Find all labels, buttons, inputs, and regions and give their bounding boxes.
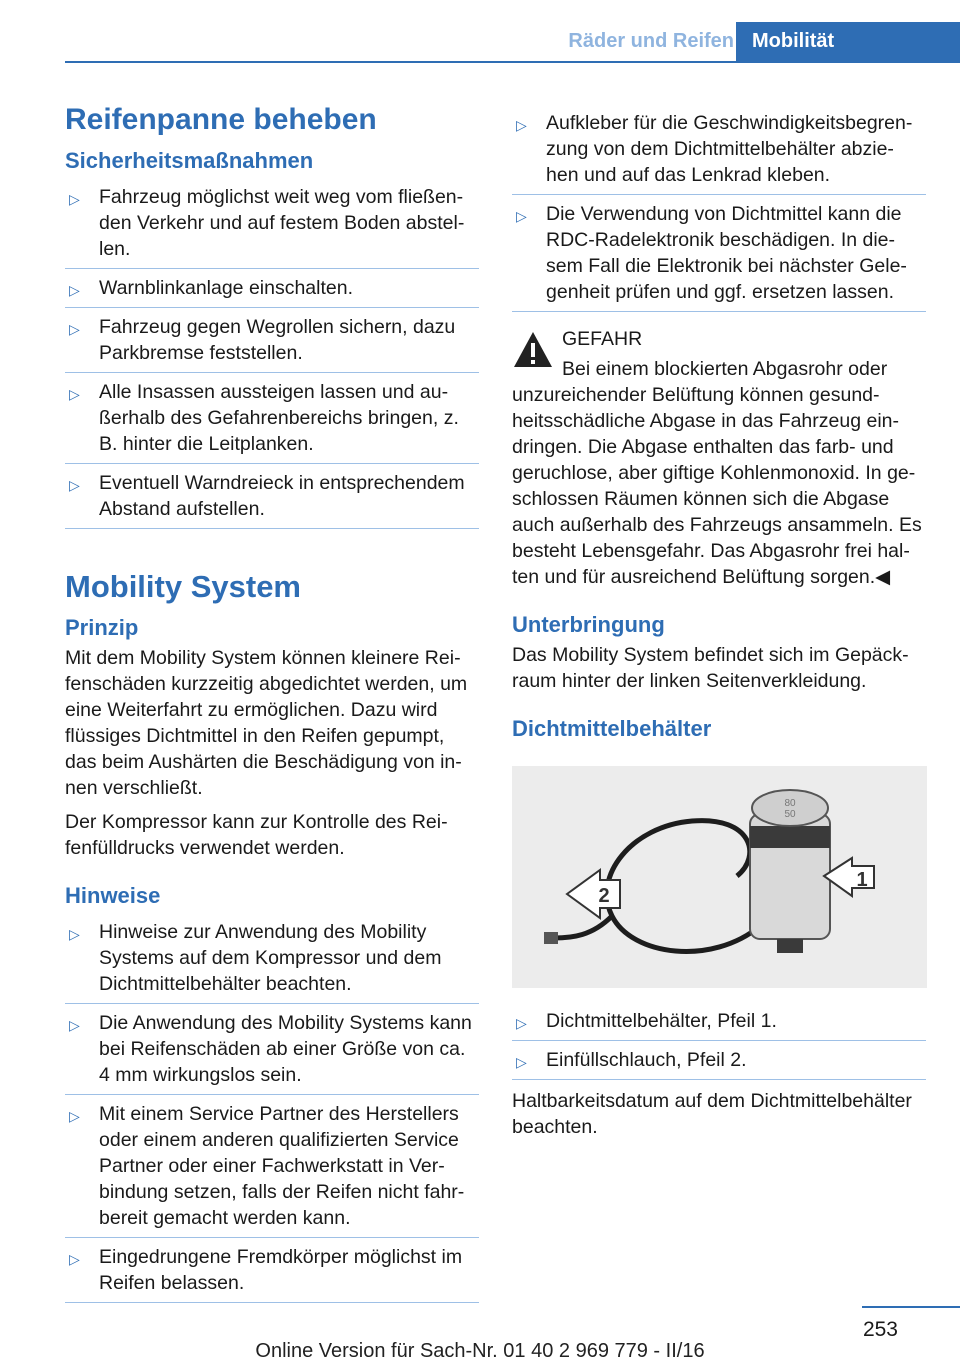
sealant-container-figure	[512, 766, 927, 988]
container-band	[750, 826, 830, 848]
notes-heading: Hinweise	[65, 883, 161, 908]
list-item: ▷ Dichtmittelbehälter, Pfeil 1.	[512, 1002, 926, 1041]
principle-heading: Prinzip	[65, 615, 139, 640]
arrow-1-label: 1	[856, 869, 868, 891]
arrow-1-icon	[824, 858, 874, 896]
triangle-bullet-icon: ▷	[69, 1017, 80, 1033]
section-tab[interactable]: Räder und Reifen	[568, 30, 734, 52]
cap-text-2: 50	[784, 809, 796, 820]
left-column	[65, 96, 479, 1303]
list-item: ▷ Alle Insassen aussteigen lassen und au-ßerhalb des Gefahrenbereichs bringen, z. B. hinter die Leitplanken.	[65, 373, 479, 464]
compressor-paragraph: Der Kompressor kann zur Kontrolle des Rei-fenfülldrucks verwendet werden.	[65, 811, 448, 859]
list-item: ▷ Fahrzeug möglichst weit weg vom fließen-den Verkehr und auf festem Boden abstel-len.	[65, 178, 479, 269]
warning-title: GEFAHR	[562, 328, 643, 350]
list-item: ▷ Einfüllschlauch, Pfeil 2.	[512, 1041, 926, 1080]
list-item: ▷ Die Verwendung von Dichtmittel kann die RDC-Radelektronik beschädigen. In die-sem Fall die Elektronik bei nächster Gele-genheit prüfen und ggf. ersetzen lassen.	[512, 195, 926, 312]
hose-connector	[544, 932, 558, 944]
warning-text-first: Bei einem blockierten Abgasrohr oder	[562, 358, 888, 380]
list-item: ▷ Eventuell Warndreieck in entsprechendem Abstand aufstellen.	[65, 464, 479, 529]
triangle-bullet-icon: ▷	[69, 1251, 80, 1267]
list-item: ▷ Hinweise zur Anwendung des Mobility Systems auf dem Kompressor und dem Dichtmittelbehälter beachten.	[65, 913, 479, 1004]
principle-paragraph: Mit dem Mobility System können kleinere Rei-fenschäden kurzzeitig abgedichtet werden, um eine Weiterfahrt zu ermöglichen. Dazu wird flüssiges Dichtmittel in den Reifen gepumpt, das beim Aushärten die Beschädigung von in-nen verschließt.	[65, 647, 468, 799]
triangle-bullet-icon: ▷	[516, 1054, 527, 1070]
triangle-bullet-icon: ▷	[69, 282, 80, 298]
triangle-bullet-icon: ▷	[516, 117, 527, 133]
triangle-bullet-icon: ▷	[69, 321, 80, 337]
triangle-bullet-icon: ▷	[69, 1108, 80, 1124]
container-heading: Dichtmittelbehälter	[512, 716, 712, 741]
expiry-note: Haltbarkeitsdatum auf dem Dichtmittelbehälter beachten.	[512, 1090, 912, 1138]
warning-triangle-icon	[512, 330, 554, 370]
container-outlet	[777, 939, 803, 953]
page-header	[0, 0, 960, 62]
list-item: ▷ Eingedrungene Fremdkörper möglichst im Reifen belassen.	[65, 1238, 479, 1303]
cap-text: 80	[784, 798, 796, 809]
storage-heading: Unterbringung	[512, 612, 665, 637]
page-number: 253	[862, 1318, 898, 1341]
notes-list	[65, 913, 479, 1303]
danger-warning	[512, 326, 926, 590]
mobility-system-title: Mobility System	[65, 569, 301, 604]
continued-list	[512, 104, 926, 312]
footer-divider	[862, 1306, 960, 1308]
chapter-tab-active[interactable]: Mobilität	[736, 22, 960, 62]
page-title: Reifenpanne beheben	[65, 103, 377, 136]
triangle-bullet-icon: ▷	[69, 191, 80, 207]
safety-heading: Sicherheitsmaßnahmen	[65, 148, 314, 173]
list-item: ▷ Mit einem Service Partner des Herstellers oder einem anderen qualifizierten Service Partner oder einer Fachwerkstatt in Ver-bindung setzen, falls der Reifen nicht fahr-bereit gemacht werden kann.	[65, 1095, 479, 1238]
warning-text: unzureichender Belüftung können gesund-heitsschädliche Abgase in das Fahrzeug ein-dringen. Die Abgase enthalten das farb- und geruchlose, aber giftige Kohlenmonoxid. In ge-schlossen Räumen können sich die Abgase auch außerhalb des Fahrzeugs ansammeln. Es besteht Lebensgefahr. Das Abgasrohr frei hal-ten und für ausreichend Belüftung sorgen.◀	[512, 384, 922, 588]
list-item: ▷ Warnblinkanlage einschalten.	[65, 269, 479, 308]
safety-list	[65, 178, 479, 529]
hose-end	[554, 916, 612, 938]
right-column	[512, 104, 926, 1148]
arrow-2-label: 2	[598, 885, 610, 907]
triangle-bullet-icon: ▷	[69, 386, 80, 402]
list-item: ▷ Die Anwendung des Mobility Systems kann bei Reifenschäden ab einer Größe von ca. 4 mm wirkungslos sein.	[65, 1004, 479, 1095]
triangle-bullet-icon: ▷	[69, 926, 80, 942]
storage-paragraph: Das Mobility System befindet sich im Gepäck-raum hinter der linken Seitenverkleidung.	[512, 644, 909, 692]
triangle-bullet-icon: ▷	[69, 477, 80, 493]
figure-legend-list	[512, 1002, 926, 1080]
header-divider	[65, 61, 960, 63]
footer-version: Online Version für Sach-Nr. 01 40 2 969 779 - II/16	[255, 1340, 705, 1362]
filling-hose	[607, 821, 760, 952]
list-item: ▷ Aufkleber für die Geschwindigkeitsbegren-zung von dem Dichtmittelbehälter abzie-hen und auf das Lenkrad kleben.	[512, 104, 926, 195]
triangle-bullet-icon: ▷	[516, 1015, 527, 1031]
triangle-bullet-icon: ▷	[516, 208, 527, 224]
list-item: ▷ Fahrzeug gegen Wegrollen sichern, dazu Parkbremse feststellen.	[65, 308, 479, 373]
sealant-illustration	[512, 766, 927, 988]
